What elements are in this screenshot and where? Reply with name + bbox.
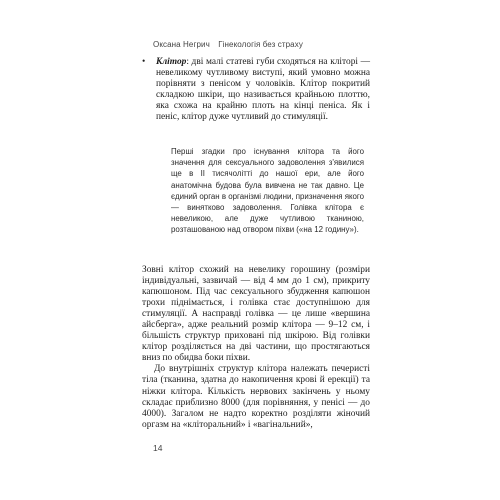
bullet-item (142, 57, 370, 124)
bullet-term: Клітор (156, 57, 187, 67)
page-number: 14 (153, 443, 163, 453)
sidebar-note (171, 146, 364, 236)
body-text (142, 265, 370, 431)
body-paragraph-1: Зовні клітор схожий на невелику горошину (розміри індивідуальні, зазвичай — від 4 мм до 1 см), прикриту капюшоном. Під час сексуального збудження капюшон трохи піднімається, і голівка стає доступнішою для стимуляції. А насправді голівка — це лише «вершина айсберга», адже реальний розмір клітора — 9–12 см, і більшість структур приховані під шкірою. Від голівки клітор розділяється на дві частини, що простягаються вниз по обидва боки піхви. (142, 265, 370, 364)
body-paragraph-2: До внутрішніх структур клітора належать печеристі тіла (тканина, здатна до накопичення крові й ерекції) та ніжки клітора. Кількість нервових закінчень у ньому складає приблизно 8000 (для порівняння, у пенісі — до 4000). Загалом не надто коректно розділяти жіночий оргазм на «кліторальний» і «вагінальний», (142, 364, 370, 430)
header-author: Оксана Негрич (153, 40, 210, 49)
bullet-marker: • (142, 57, 146, 67)
bullet-text: : дві малі статеві губи сходяться на кліторі — невеликому чутливому виступі, який умовно можна порівняти з пенісом у чоловіків. Клітор покритий складкою шкіри, що називається крайньою плоттю, яка схожа на крайню плоть на кінці пеніса. Як і пеніс, клітор дуже чутливий до стимуляції. (156, 57, 370, 123)
bullet-paragraph (156, 57, 370, 124)
header-book-title: Гінекологія без страху (218, 40, 303, 49)
running-header (153, 40, 303, 49)
sidebar-note-text: Перші згадки про існування клітора та його значення для сексуального задоволення з'явилися ще в II тисячолітті до нашої ери, але його анатомічна будова була вивчена не так давно. Це єдиний орган в організмі людини, призначення якого — винятково задоволення. Голівка клітора є невеликою, але дуже чутливою тканиною, розташованою над отвором піхви («на 12 годину»). (171, 147, 364, 235)
